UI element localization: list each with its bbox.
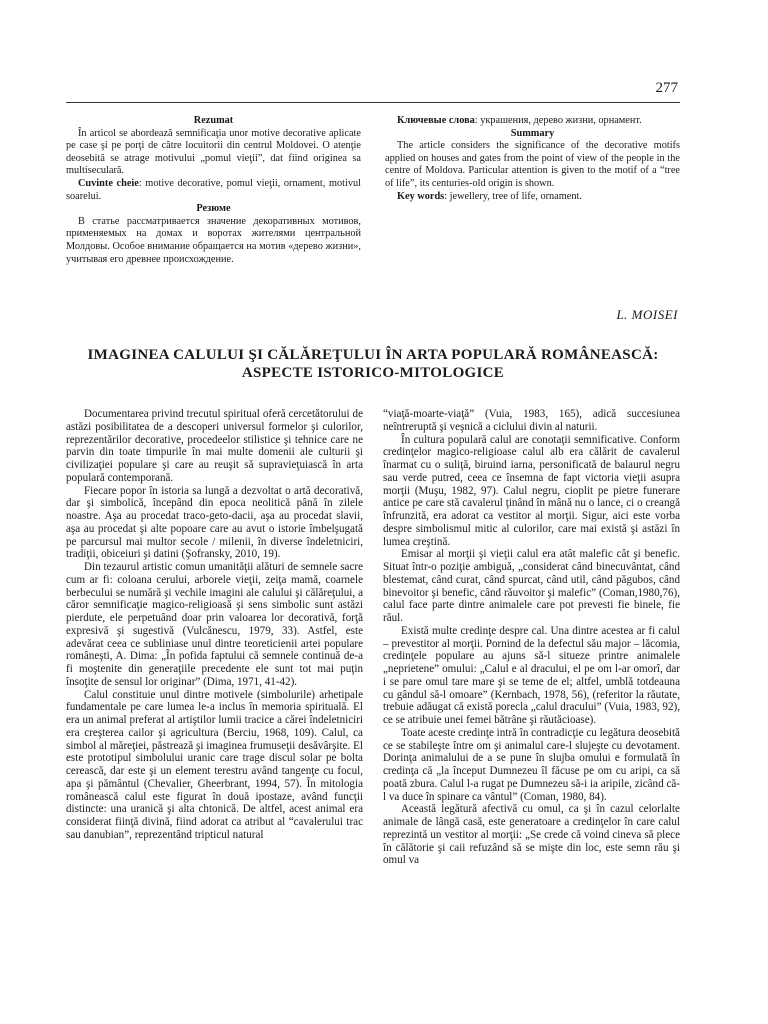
article-body xyxy=(66,408,680,867)
key-words-label: Key words xyxy=(397,190,445,202)
article-title-line-2: ASPECTE ISTORICO-MITOLOGICE xyxy=(241,365,505,381)
rezume-text: В статье рассматривается значение декоративных мотивов, применяемых на домах и воротах жителями центральной Молдовы. Особое внимание обращается на мотив «дерево жизни», учитывая его древнее происхождение. xyxy=(66,215,361,265)
abstracts-left-column xyxy=(66,115,361,266)
cuvinte-cheie-label: Cuvinte cheie xyxy=(78,177,139,189)
summary-heading: Summary xyxy=(510,127,555,139)
body-paragraph: “viaţă-moarte-viaţă” (Vuia, 1983, 165), adică succesiunea neîntreruptă şi veşnică a ciclului divin al naturii. xyxy=(383,408,680,433)
rezumat-heading: Rezumat xyxy=(193,115,234,126)
author-name: L. MOISEI xyxy=(616,307,678,322)
body-paragraph: Fiecare popor în istoria sa lungă a dezvoltat o artă decorativă, dar şi simbolică, începând din epoca neolitică până în zilele noastre. Aşa au procedat traco-geto-dacii, aşa au procedat slavii, aşa au procedat şi alte popoare care au avut o istorie îmbelşugată pe parcursul mai multor secole / milenii, în diverse îndeletniciri, tradiţii, obiceiuri şi datini (Şofransky, 2010, 19). xyxy=(66,484,363,561)
page-number: 277 xyxy=(655,80,678,96)
rezume-heading: Резюме xyxy=(196,203,231,215)
header-rule xyxy=(66,102,680,103)
body-paragraph: Toate aceste credinţe intră în contradicţie cu legătura deosebită ce se stabileşte între om şi animalul care-l slujeşte cu devotament. Dorinţa animalului de a se pune în slujba omului e formulată în credinţa că „la început Dumnezeu îl făcuse pe om cu aripi, ca să poată zbura. Calul l-a rugat pe Dumnezeu să-i ia aripile, zicând că-l va duce în spinare ca vântul” (Coman, 1980, 84). xyxy=(383,726,680,803)
body-paragraph: În cultura populară calul are conotaţii semnificative. Conform credinţelor magico-religioase calul alb era călărit de cavalerul înarmat cu o suliţă, biruind iarna, personificată de balaurul negru sau verde putred, ceea ce însemna de fapt victoria vieţii asupra morţii (Muşu, 1982, 97). Calul negru, cioplit pe pietre funerare antice pe care stă cavalerul ţinând în mână nu o lance, ci o creangă înfrunzită, era adorat ca vestitor al morţii. Sigur, aici este vorba despre simbolismul mitic al culorilor, care mai există şi astăzi în lumea creştină. xyxy=(383,433,680,548)
cuvinte-cheie-text: : motive decorative, pomul vieţii, ornament, motivul soarelui. xyxy=(66,177,361,202)
abstracts-section xyxy=(66,115,680,266)
cuvinte-cheie xyxy=(66,178,361,203)
kluch-slova-text: : украшения, дерево жизни, орнамент. xyxy=(474,115,642,126)
key-words xyxy=(385,191,680,204)
body-paragraph: Din tezaurul artistic comun umanităţii alături de semnele sacre cum ar fi: coloana cerului, arborele vieţii, zeiţa mamă, coarnele berbecului se numără şi vechile imagini ale calului şi călăreţului, a căror semnificaţie magico-religioasă şi sens simbolic sunt astăzi pierdute, ele perpetuând doar prin valoarea lor decorativă, forţă expresivă şi sugestivă (Vulcănescu, 1979, 33). Astfel, este adevărat ceea ce subliniase unul dintre teoreticienii artei populare româneşti, A. Dima: „În pofida faptului că semnele continuă de-a fi moştenite din generaţiile precedente ele sunt tot mai puţin însoţite de sensul lor originar” (Dima, 1971, 41-42). xyxy=(66,561,363,688)
summary-text: The article considers the significance of the decorative motifs applied on houses and gates from the point of view of the people in the centre of Moldova. Particular attention is given to the motif of a “tree of life”, its centuries-old origin is shown. xyxy=(385,140,680,189)
body-paragraph: Calul constituie unul dintre motivele (simbolurile) arhetipale fundamentale pe care lumea le-a inclus în memoria spirituală. El era un animal preferat al artiştilor lumii tracice a cărei îndeletniciri era creşterea cailor şi agricultura (Berciu, 1968, 109). Calul, ca simbol al măreţiei, păstrează şi imaginea frumuseţii desăvârşite. El este prototipul simbolului uranic care trage discul solar pe bolta cerească, dar este şi un element terestru având tangenţe cu focul, apa şi pământul (Chevalier, Gheerbrant, 1994, 57). În mitologia românească calul este figurat în două ipostaze, având funcţii distincte: una uranică şi alta chtonică. De altfel, acest animal era considerat fiinţă divină, fiind adorat ca atribut al “cavalerului trac sau danubian”, reprezentând tripticul natural xyxy=(66,688,363,841)
key-words-text: : jewellery, tree of life, ornament. xyxy=(444,190,582,202)
body-paragraph: Această legătură afectivă cu omul, ca şi în cazul celorlalte animale de lângă casă, este generatoare a credinţelor în care calul reprezintă un vestitor al morţii: „Se crede că voind cineva să plece în călătorie şi caii refuzând să se mişte din loc, este semn rău şi omul va xyxy=(383,803,680,867)
body-paragraph: Documentarea privind trecutul spiritual oferă cercetătorului de astăzi posibilitatea de a descoperi universul formelor şi culorilor, reprezentărilor decorative, procedeelor stilistice şi tehnice care ne parvin din toate timpurile în mai multe domenii ale culturii şi civilizaţiei populare şi care au reuşit să supravieţuiască în arta populară contemporană. xyxy=(66,408,363,484)
body-right-column xyxy=(383,408,680,867)
body-left-column xyxy=(66,408,363,867)
article-title-line-1: IMAGINEA CALULUI ŞI CĂLĂREŢULUI ÎN ARTA POPULARĂ ROMÂNEASCĂ: xyxy=(87,347,659,363)
body-paragraph: Emisar al morţii şi vieţii calul era atât malefic cât şi benefic. Situat într-o poziţie ambiguă, „considerat când binecuvântat, când blestemat, când curat, când spurcat, când util, când păgubos, când binevoitor şi benefic, când răuvoitor şi malefic” (Coman,1980,76), calul face parte dintre animalele care pot prevesti fie binele, fie răul. xyxy=(383,548,680,624)
rezumat-text: În articol se abordează semnificaţia unor motive decorative aplicate pe case şi pe porţi de către locuitorii din centrul Moldovei. O atenţie deosebită se atrage motivului „pomul vieţii”, dat fiind originea sa multiseculară. xyxy=(66,127,361,177)
abstracts-right-column xyxy=(385,115,680,266)
kluch-slova xyxy=(385,115,680,128)
article-title xyxy=(66,346,680,382)
body-paragraph: Există multe credinţe despre cal. Una dintre acestea ar fi calul – prevestitor al morţii. Pornind de la defectul său major – lăcomia, credinţele populare au ajuns să-l situeze printre animalele „neprietene” omului: „Calul e al dracului, el pe om l-ar omorî, dar i se pare omul tare mare şi se teme de el; altfel, umblă totdeauna cu gândul să-l omoare” (Kernbach, 1978, 56), (referitor la răutate, trebuie adăugat că există porecla „calul dracului” (Vuia, 1983, 92), ce se atribuie unei femei bătrâne şi răutăcioase). xyxy=(383,624,680,726)
kluch-slova-label: Ключевые слова xyxy=(397,115,475,126)
